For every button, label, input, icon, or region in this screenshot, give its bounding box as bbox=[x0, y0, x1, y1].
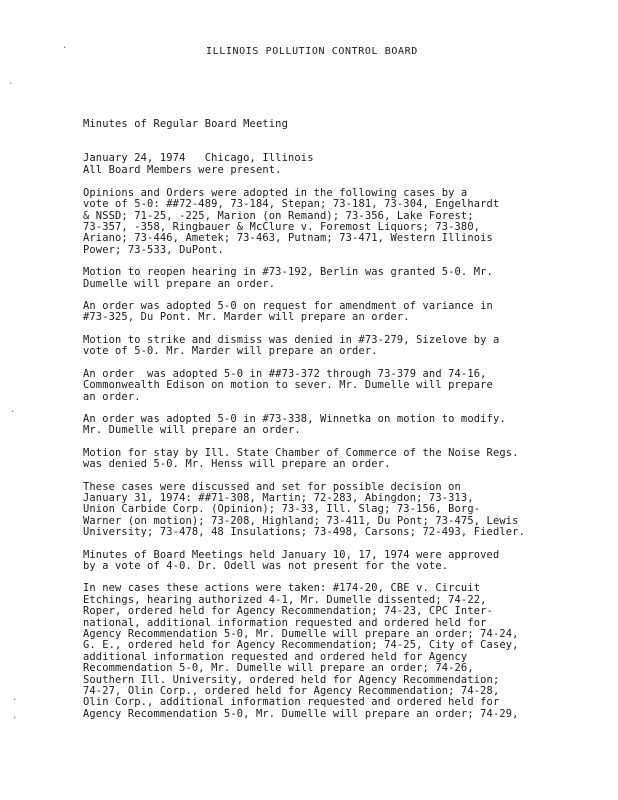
paragraph-discussed-cases bbox=[83, 482, 583, 539]
text-line: Agency Recommendation 5-0, Mr. Dumelle will prepare an order; 74-24, bbox=[83, 628, 519, 640]
text-line: 73-357, -358, Ringbauer & McClure v. Foremost Liquors; 73-380, bbox=[83, 221, 481, 234]
text-line: Warner (on motion); 73-208, Highland; 73-411, Du Pont; 73-475, Lewis bbox=[83, 514, 519, 527]
text-line: Dumelle will prepare an order. bbox=[83, 277, 276, 290]
scan-speck: . bbox=[10, 405, 16, 415]
scan-speck: . bbox=[12, 693, 18, 703]
text-line: January 31, 1974: ##71-308, Martin; 72-283, Abingdon; 73-313, bbox=[83, 491, 474, 504]
text-line: All Board Members were present. bbox=[83, 164, 282, 177]
text-line: Commonwealth Edison on motion to sever. Mr. Dumelle will prepare bbox=[83, 379, 493, 392]
text-line: Ariano; 73-446, Ametek; 73-463, Putnam; 73-471, Western Illinois bbox=[83, 232, 493, 245]
text-line: an order. bbox=[83, 390, 141, 403]
text-line: Union Carbide Corp. (Opinion); 73-33, Ill. Slag; 73-156, Borg- bbox=[83, 503, 481, 516]
text-line: Minutes of Board Meetings held January 10, 17, 1974 were approved bbox=[83, 548, 500, 561]
meeting-date-location: January 24, 1974 Chicago, Illinois bbox=[83, 152, 314, 165]
text-line: These cases were discussed and set for possible decision on bbox=[83, 480, 461, 493]
text-line: An order was adopted 5-0 in ##73-372 through 73-379 and 74-16, bbox=[83, 367, 487, 380]
paragraph-opinions bbox=[83, 188, 583, 256]
text-line: Southern Ill. University, ordered held for Agency Recommendation; bbox=[83, 673, 500, 686]
paragraph-strike-dismiss bbox=[83, 335, 583, 358]
text-line: Motion to reopen hearing in #73-192, Berlin was granted 5-0. Mr. bbox=[83, 266, 493, 279]
minutes-body bbox=[83, 154, 583, 731]
text-line: An order was adopted 5-0 in #73-338, Winnetka on motion to modify. bbox=[83, 412, 506, 425]
meeting-title: Minutes of Regular Board Meeting bbox=[83, 117, 288, 130]
paragraph-new-cases bbox=[83, 583, 583, 720]
paragraph-variance bbox=[83, 301, 583, 324]
text-line: was denied 5-0. Mr. Henss will prepare an order. bbox=[83, 458, 391, 471]
text-line: University; 73-478, 48 Insulations; 73-498, Carsons; 72-493, Fiedler. bbox=[83, 526, 525, 539]
board-header: ILLINOIS POLLUTION CONTROL BOARD bbox=[206, 46, 418, 57]
text-line: & NSSD; 71-25, -225, Marion (on Remand); 73-356, Lake Forest; bbox=[83, 209, 474, 222]
text-line: Mr. Dumelle will prepare an order. bbox=[83, 424, 301, 437]
paragraph-reopen-hearing bbox=[83, 267, 583, 290]
text-line: #73-325, Du Pont. Mr. Marder will prepare an order. bbox=[83, 311, 410, 324]
paragraph-minutes-approved bbox=[83, 550, 583, 573]
text-line: Power; 73-533, DuPont. bbox=[83, 243, 224, 256]
text-line: additional information requested and ordered held for Agency bbox=[83, 650, 468, 663]
text-line: An order was adopted 5-0 on request for amendment of variance in bbox=[83, 300, 493, 313]
text-line: by a vote of 4-0. Dr. Odell was not present for the vote. bbox=[83, 559, 449, 572]
paragraph-stay bbox=[83, 448, 583, 471]
text-line: In new cases these actions were taken: #174-20, CBE v. Circuit bbox=[83, 582, 481, 595]
text-line: Olin Corp., additional information requested and ordered held for bbox=[83, 696, 500, 709]
text-line: Motion for stay by Ill. State Chamber of Commerce of the Noise Regs. bbox=[83, 446, 519, 459]
text-line: national, additional information requested and ordered held for bbox=[83, 616, 487, 629]
text-line: G. E., ordered held for Agency Recommendation; 74-25, City of Casey, bbox=[83, 639, 519, 652]
paragraph-modify bbox=[83, 414, 583, 437]
paragraph-sever bbox=[83, 369, 583, 403]
text-line: Opinions and Orders were adopted in the following cases by a bbox=[83, 186, 468, 199]
scan-speck: . bbox=[62, 41, 68, 51]
text-line: Etchings, hearing authorized 4-1, Mr. Dumelle dissented; 74-22, bbox=[83, 593, 487, 606]
text-line: Recommendation 5-0, Mr. Dumelle will prepare an order; 74-26, bbox=[83, 662, 474, 675]
text-line: Roper, ordered held for Agency Recommendation; 74-23, CPC Inter- bbox=[83, 605, 493, 618]
text-line: Motion to strike and dismiss was denied in #73-279, Sizelove by a bbox=[83, 333, 500, 346]
text-line: vote of 5-0: ##72-489, 73-184, Stepan; 73-181, 73-304, Engelhardt bbox=[83, 198, 500, 211]
paragraph-attendance bbox=[83, 154, 583, 177]
scan-speck: . bbox=[12, 711, 18, 721]
text-line: vote of 5-0. Mr. Marder will prepare an order. bbox=[83, 345, 378, 358]
text-line: Agency Recommendation 5-0, Mr. Dumelle will prepare an order; 74-29, bbox=[83, 707, 519, 720]
scan-speck: . bbox=[8, 77, 14, 87]
text-line: 74-27, Olin Corp., ordered held for Agency Recommendation; 74-28, bbox=[83, 685, 500, 698]
